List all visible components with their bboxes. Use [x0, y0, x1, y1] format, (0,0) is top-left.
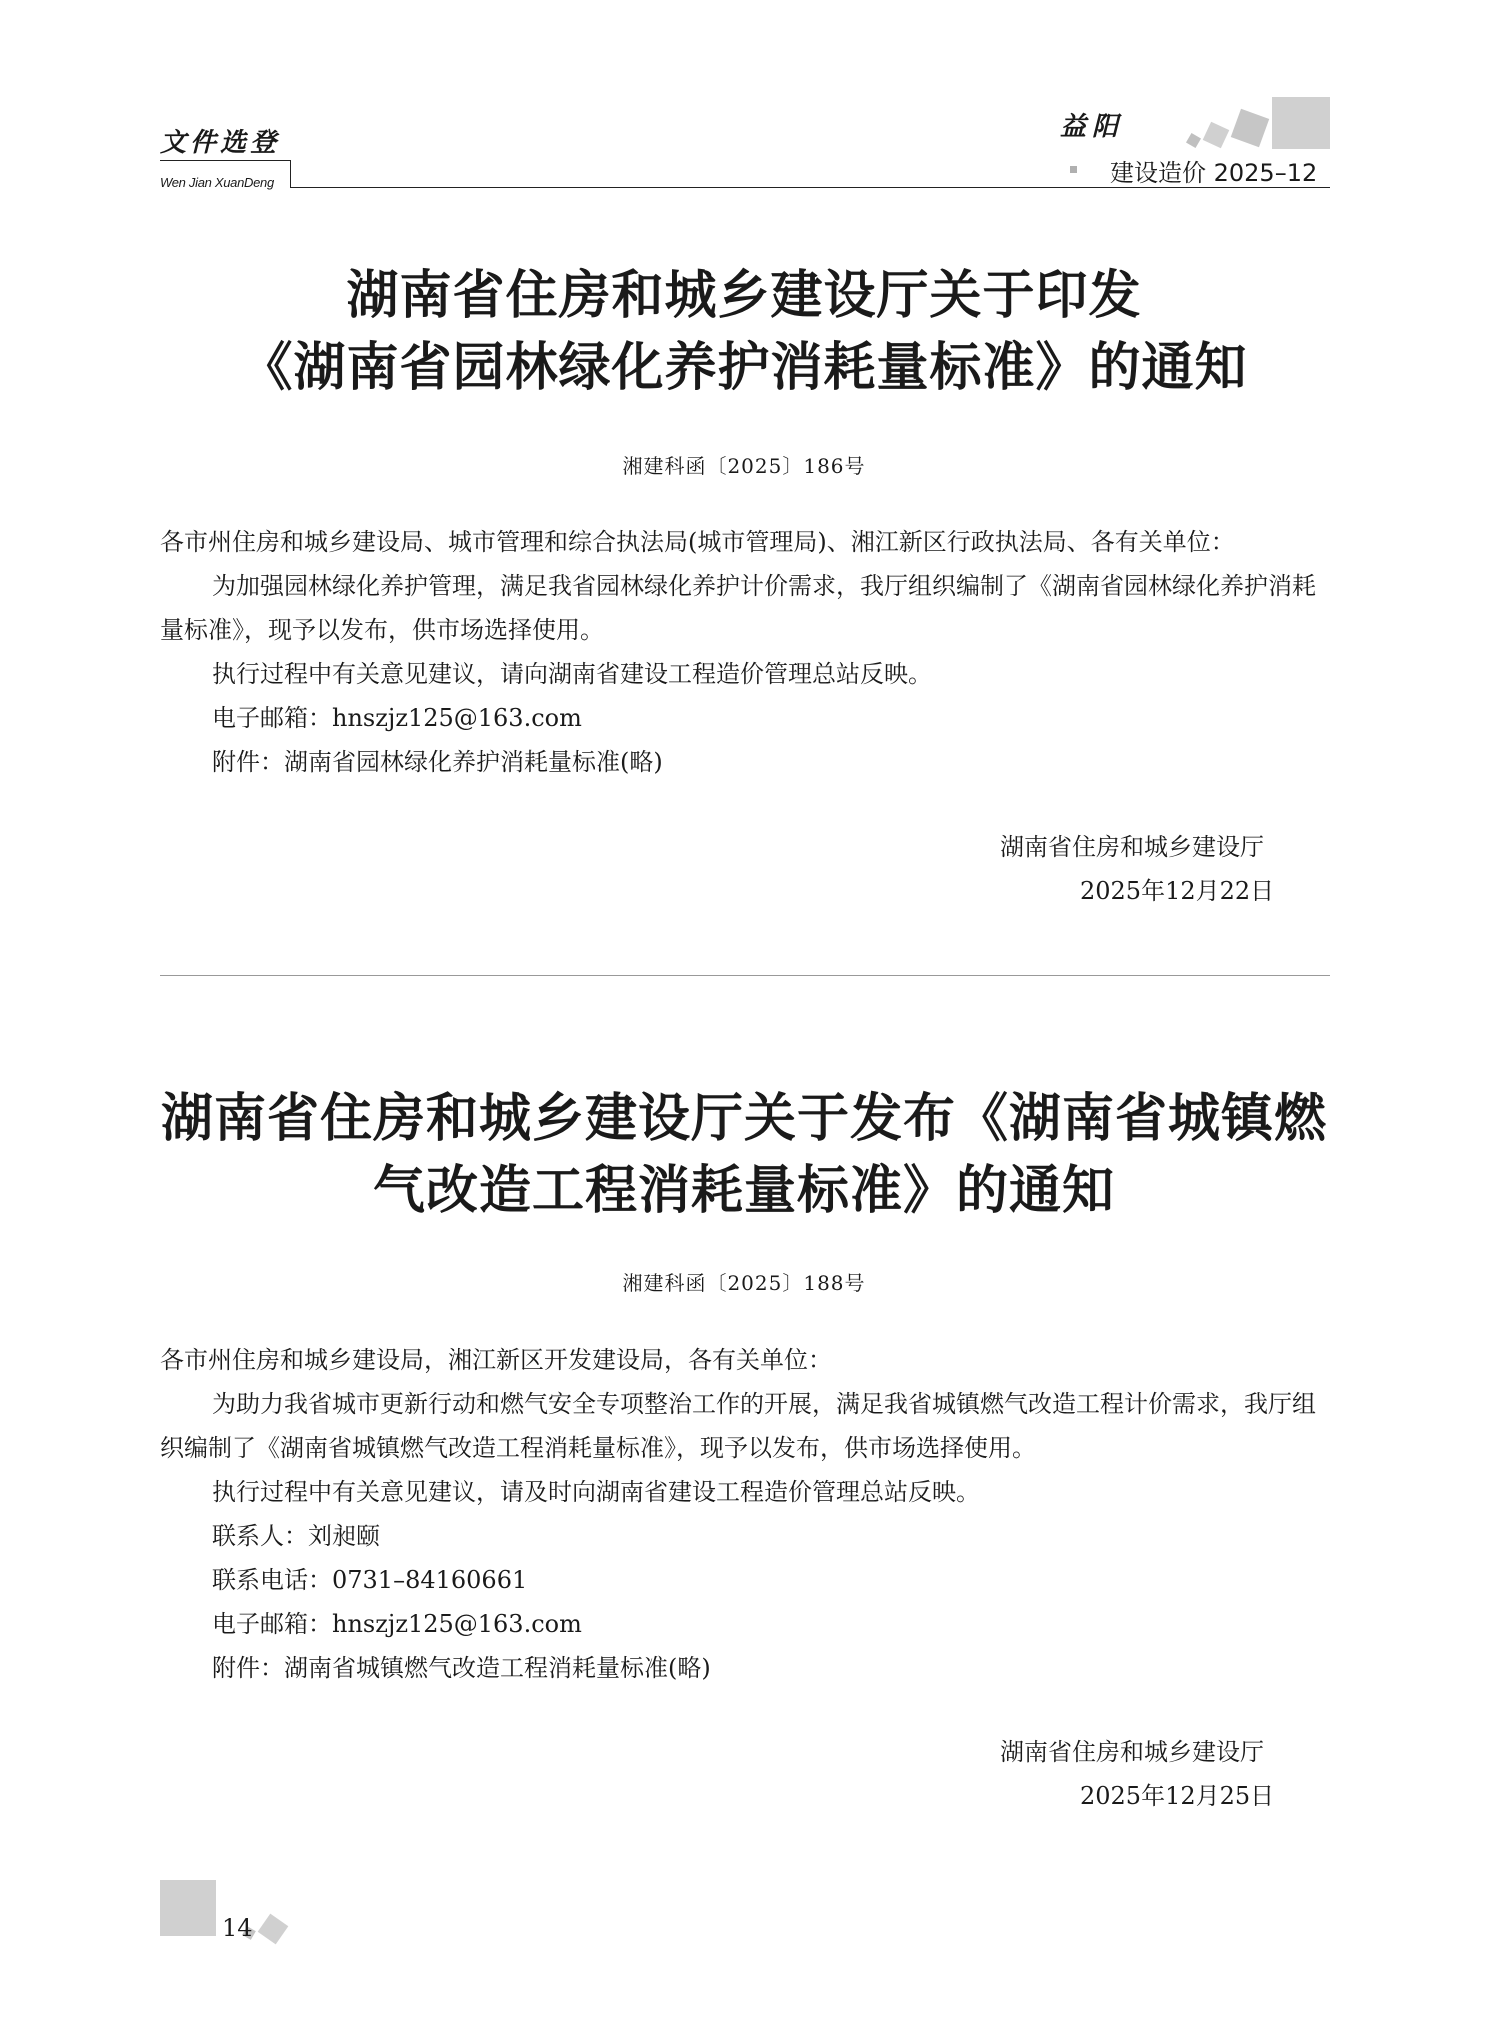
issue-label: 建设造价 2025–12: [1110, 159, 1318, 187]
decorative-square: [1231, 109, 1269, 147]
document-number: 湘建科函〔2025〕186号: [622, 454, 866, 478]
decorative-square: [258, 1914, 289, 1945]
notice-title-line: 气改造工程消耗量标准》的通知: [372, 1160, 1115, 1221]
issue-date: 2025年12月25日: [1080, 1782, 1275, 1810]
signature-block: [1000, 1730, 1330, 1818]
issuer: 湖南省住房和城乡建设厅: [1000, 833, 1264, 861]
addressee: 各市州住房和城乡建设局，湘江新区开发建设局，各有关单位：: [160, 1346, 832, 1374]
notice-title-line: 《湖南省园林绿化养护消耗量标准》的通知: [240, 337, 1248, 398]
publication-city: 益阳: [1060, 112, 1125, 142]
header-rule: [160, 160, 291, 161]
paragraph: 为加强园林绿化养护管理，满足我省园林绿化养护计价需求，我厅组织编制了《湖南省园林绿化养护消耗量标准》，现予以发布，供市场选择使用。: [160, 572, 1316, 644]
notice-title: [140, 1083, 1348, 1227]
contact-phone-line: 联系电话：0731–84160661: [212, 1566, 528, 1594]
decorative-square: [1272, 97, 1330, 149]
email-line: 电子邮箱：hnszjz125@163.com: [212, 1610, 582, 1638]
paragraph: 执行过程中有关意见建议，请向湖南省建设工程造价管理总站反映。: [212, 660, 932, 688]
decorative-square: [1203, 122, 1230, 149]
notice-body: [160, 1338, 1330, 1690]
section-title: 文件选登: [160, 128, 281, 158]
paragraph: 为助力我省城市更新行动和燃气安全专项整治工作的开展，满足我省城镇燃气改造工程计价需求，我厅组织编制了《湖南省城镇燃气改造工程消耗量标准》，现予以发布，供市场选择使用。: [160, 1390, 1316, 1462]
header-rule: [290, 160, 291, 188]
decorative-square: [1070, 166, 1077, 173]
page-number: 14: [222, 1914, 253, 1942]
attachment-line: 附件：湖南省城镇燃气改造工程消耗量标准(略): [212, 1654, 711, 1682]
contact-person-line: 联系人：刘昶颐: [212, 1522, 380, 1550]
document-number: 湘建科函〔2025〕188号: [622, 1271, 866, 1295]
signature-block: [1000, 825, 1330, 913]
issue-date: 2025年12月22日: [1080, 877, 1275, 905]
section-title-pinyin: Wen Jian XuanDeng: [160, 175, 274, 190]
issuer: 湖南省住房和城乡建设厅: [1000, 1738, 1264, 1766]
notice-title-line: 湖南省住房和城乡建设厅关于印发: [346, 265, 1142, 326]
attachment-line: 附件：湖南省园林绿化养护消耗量标准(略): [212, 748, 663, 776]
addressee: 各市州住房和城乡建设局、城市管理和综合执法局(城市管理局)、湘江新区行政执法局、各有关单位：: [160, 528, 1235, 556]
notice-title: [140, 260, 1348, 404]
paragraph: 执行过程中有关意见建议，请及时向湖南省建设工程造价管理总站反映。: [212, 1478, 980, 1506]
decorative-square: [160, 1880, 216, 1936]
decorative-square: [1186, 133, 1201, 148]
email-line: 电子邮箱：hnszjz125@163.com: [212, 704, 582, 732]
notice-title-line: 湖南省住房和城乡建设厅关于发布《湖南省城镇燃: [160, 1088, 1327, 1149]
section-divider: [160, 975, 1330, 976]
notice-body: [160, 520, 1330, 784]
